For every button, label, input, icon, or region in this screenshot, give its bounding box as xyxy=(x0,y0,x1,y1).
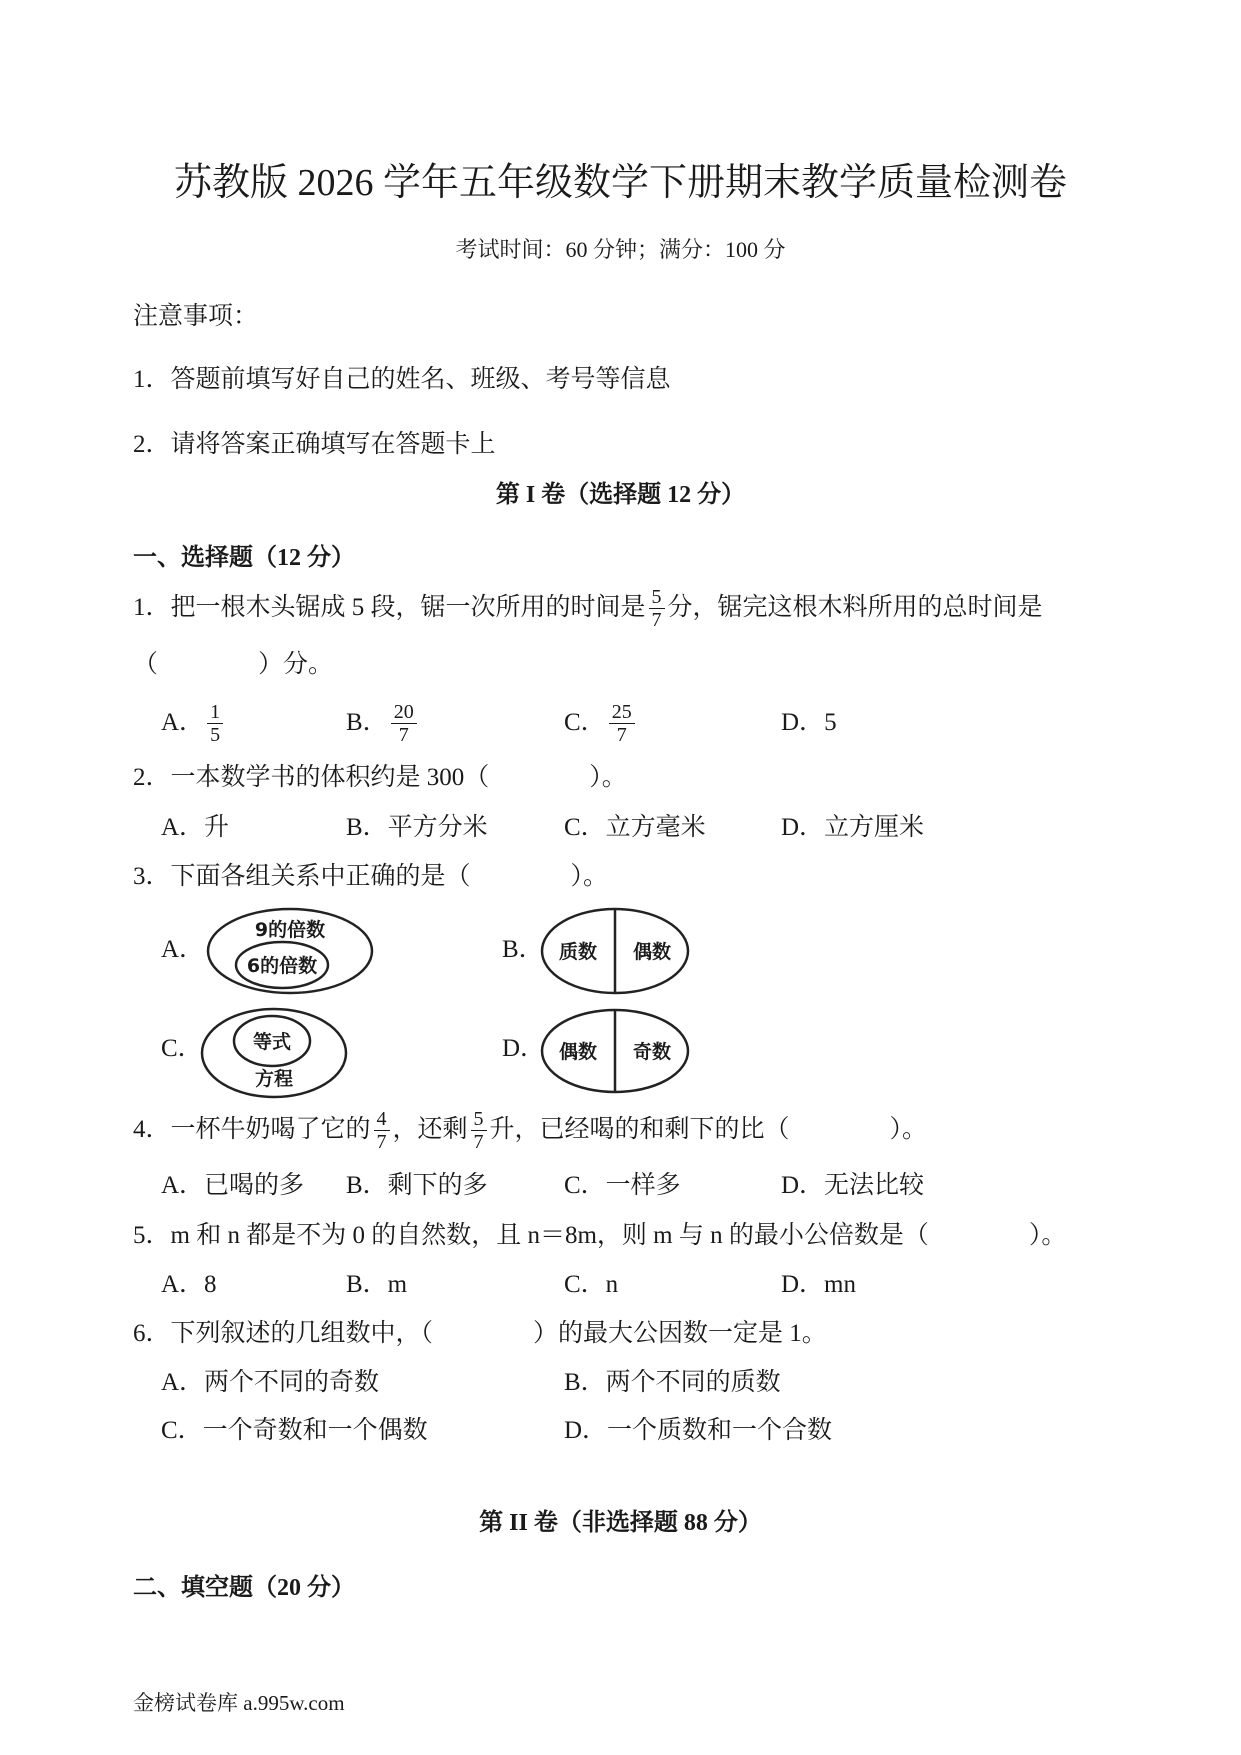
diagram-d xyxy=(538,1006,693,1096)
option-a: A．两个不同的奇数 xyxy=(161,1369,380,1396)
question-2: 2．一本数学书的体积约是 300（ ）。 xyxy=(133,764,627,791)
notice-item: 1．答题前填写好自己的姓名、班级、考号等信息 xyxy=(133,366,671,393)
notice-item: 2．请将答案正确填写在答题卡上 xyxy=(133,431,496,458)
outer-set-label: 方程 xyxy=(254,1068,294,1090)
outer-set-label: 9的倍数 xyxy=(254,919,326,941)
right-set-label: 奇数 xyxy=(632,1041,672,1063)
option-a-label: A． xyxy=(161,936,205,963)
option-d: D．一个质数和一个合数 xyxy=(564,1417,833,1444)
fraction xyxy=(391,701,417,746)
question-1-blank-line: （ ）分。 xyxy=(133,651,334,678)
fraction-denominator: 7 xyxy=(398,723,409,746)
option-c: C．n xyxy=(564,1271,619,1298)
option-c-label: C． xyxy=(161,1035,203,1062)
section2-heading: 二、填空题（20 分） xyxy=(133,1575,355,1601)
part2-heading: 第 II 卷（非选择题 88 分） xyxy=(479,1510,762,1536)
option-b: B．两个不同的质数 xyxy=(564,1369,781,1396)
diagram-c xyxy=(198,1005,354,1101)
part1-heading: 第 I 卷（选择题 12 分） xyxy=(495,482,746,508)
option-a: A．已喝的多 xyxy=(161,1172,305,1199)
left-set-label: 质数 xyxy=(558,941,598,963)
fraction-denominator: 5 xyxy=(210,723,221,746)
option-d xyxy=(781,698,837,748)
footer-source: 金榜试卷库 a.995w.com xyxy=(133,1691,345,1715)
option-b: B．m xyxy=(346,1271,408,1298)
option-c: C．一个奇数和一个偶数 xyxy=(161,1417,428,1444)
left-set-label: 偶数 xyxy=(558,1041,598,1063)
exam-subtitle: 考试时间：60 分钟；满分：100 分 xyxy=(455,237,786,262)
fraction-numerator: 20 xyxy=(391,701,417,724)
question-text: 4．一杯牛奶喝了它的 xyxy=(133,1116,371,1143)
option-d: D．立方厘米 xyxy=(781,814,925,841)
question-text: ，还剩 xyxy=(392,1116,468,1143)
option-label: D． xyxy=(781,709,825,736)
diagram-a xyxy=(204,905,376,997)
right-set-label: 偶数 xyxy=(632,941,672,963)
option-d: D．无法比较 xyxy=(781,1172,925,1199)
fraction xyxy=(649,586,665,631)
option-c: C．一样多 xyxy=(564,1172,681,1199)
option-label: A． xyxy=(161,709,205,736)
fraction xyxy=(471,1108,487,1153)
option-a xyxy=(161,698,226,748)
option-a: A．8 xyxy=(161,1271,217,1298)
question-1 xyxy=(133,583,1043,633)
exam-title: 苏教版 2026 学年五年级数学下册期末教学质量检测卷 xyxy=(173,162,1067,204)
option-b-label: B． xyxy=(502,936,544,963)
option-b xyxy=(346,698,420,748)
question-4 xyxy=(133,1105,927,1155)
fraction xyxy=(374,1108,390,1153)
fraction-denominator: 7 xyxy=(651,608,662,631)
option-text: 5 xyxy=(824,709,837,736)
notice-heading: 注意事项： xyxy=(133,303,259,330)
option-d-label: D． xyxy=(502,1035,546,1062)
question-5: 5．m 和 n 都是不为 0 的自然数，且 n＝8m，则 m 与 n 的最小公倍数是（ ）。 xyxy=(133,1222,1067,1249)
option-label: B． xyxy=(346,709,388,736)
question-text: 分，锯完这根木料所用的总时间是 xyxy=(667,594,1043,621)
question-text: 升，已经喝的和剩下的比（ ）。 xyxy=(489,1116,928,1143)
fraction-numerator: 1 xyxy=(207,701,223,724)
fraction-numerator: 25 xyxy=(609,701,635,724)
fraction-denominator: 7 xyxy=(616,723,627,746)
option-b: B．平方分米 xyxy=(346,814,488,841)
fraction-denominator: 7 xyxy=(376,1130,387,1153)
fraction-denominator: 7 xyxy=(473,1130,484,1153)
question-6: 6．下列叙述的几组数中，（ ）的最大公因数一定是 1。 xyxy=(133,1320,827,1347)
diagram-b xyxy=(538,905,693,997)
inner-set-label: 等式 xyxy=(252,1031,292,1053)
option-a: A．升 xyxy=(161,814,230,841)
question-text: 1．把一根木头锯成 5 段，锯一次所用的时间是 xyxy=(133,594,646,621)
option-b: B．剩下的多 xyxy=(346,1172,488,1199)
option-c xyxy=(564,698,638,748)
fraction-numerator: 5 xyxy=(649,586,665,609)
option-d: D．mn xyxy=(781,1271,857,1298)
fraction xyxy=(207,701,223,746)
option-c: C．立方毫米 xyxy=(564,814,706,841)
section1-heading: 一、选择题（12 分） xyxy=(133,545,355,571)
option-label: C． xyxy=(564,709,606,736)
fraction-numerator: 4 xyxy=(374,1108,390,1131)
inner-set-label: 6的倍数 xyxy=(246,955,318,977)
fraction-numerator: 5 xyxy=(471,1108,487,1131)
question-3: 3．下面各组关系中正确的是（ ）。 xyxy=(133,863,609,890)
fraction xyxy=(609,701,635,746)
